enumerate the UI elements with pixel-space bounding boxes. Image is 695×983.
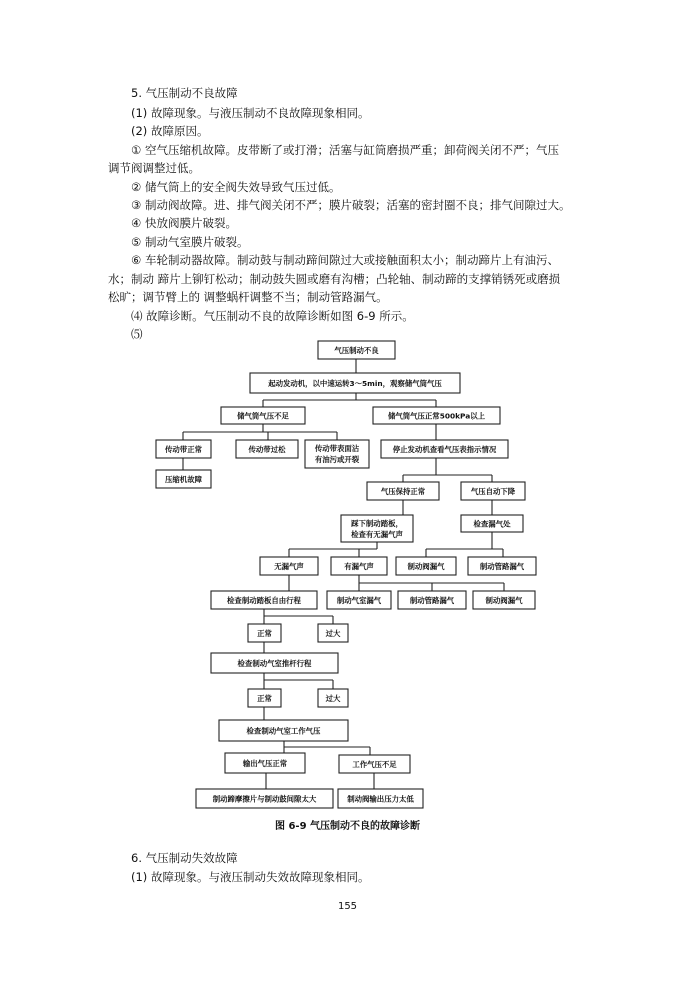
section-6-heading: 6. 气压制动失效故障 xyxy=(131,851,238,865)
node-pressure-hold: 气压保持正常 xyxy=(380,487,426,496)
node-belt-ok: 传动带正常 xyxy=(165,445,202,454)
node-pressure-low: 储气筒气压不足 xyxy=(237,411,289,421)
cause-2: ② 储气筒上的安全阀失效导致气压过低。 xyxy=(131,180,341,194)
flowchart-boxes xyxy=(156,341,536,808)
node-belt-oil-line-1: 传动带表面沾 xyxy=(314,444,360,453)
node-compressor-fault: 压缩机故障 xyxy=(165,475,202,484)
node-pressure-normal: 储气筒气压正常500kPa以上 xyxy=(387,411,486,421)
paragraph-5-marker: ⑸ xyxy=(131,327,143,341)
node-no-leak: 无漏气声 xyxy=(274,562,304,571)
node-excess-1: 过大 xyxy=(325,629,341,638)
node-pedal-line-1: 踩下制动踏板， xyxy=(351,519,403,528)
node-valve-leak-b: 制动阀漏气 xyxy=(485,596,523,605)
node-excess-2: 过大 xyxy=(325,694,341,703)
node-output-normal: 输出气压正常 xyxy=(242,759,288,768)
fault-diagnosis-flowchart xyxy=(150,336,540,814)
node-pedal-line-2: 检查有无漏气声 xyxy=(351,530,403,539)
node-pipe-leak-b: 制动管路漏气 xyxy=(409,596,455,605)
figure-caption: 图 6-9 气压制动不良的故障诊断 xyxy=(274,821,421,832)
node-belt-loose: 传动带过松 xyxy=(248,445,286,454)
node-normal-1: 正常 xyxy=(257,629,272,638)
node-gap-too-large: 制动蹄摩擦片与制动鼓间隙太大 xyxy=(212,794,317,804)
node-normal-2: 正常 xyxy=(257,694,272,703)
cause-1-line-1: ① 空气压缩机故障。皮带断了或打滑；活塞与缸筒磨损严重；卸荷阀关闭不严；气压 xyxy=(131,143,559,157)
node-valve-leak-a: 制动阀漏气 xyxy=(407,562,445,571)
paragraph-cause-heading: (2) 故障原因。 xyxy=(131,124,209,138)
cause-6-line-3: 松旷；调节臂上的 调整蜗杆调整不当；制动管路漏气。 xyxy=(108,290,388,304)
cause-6-line-2: 水；制动 蹄片上铆钉松动；制动鼓失圆或磨有沟槽；凸轮轴、制动蹄的支撑销锈死或磨损 xyxy=(108,272,561,286)
page-number: 155 xyxy=(337,901,358,912)
paragraph-symptom: (1) 故障现象。与液压制动不良故障现象相同。 xyxy=(131,106,370,120)
node-work-pressure-low: 工作气压不足 xyxy=(352,760,397,769)
node-brake-poor: 气压制动不良 xyxy=(334,346,379,355)
section-5-heading: 5. 气压制动不良故障 xyxy=(131,86,238,100)
cause-1-line-2: 调节阀调整过低。 xyxy=(108,161,200,175)
node-stop-engine: 停止发动机查看气压表指示情况 xyxy=(392,445,497,454)
node-check-leak: 检查漏气处 xyxy=(473,519,511,529)
node-pipe-leak-a: 制动管路漏气 xyxy=(479,562,525,571)
node-chamber-leak: 制动气室漏气 xyxy=(336,596,382,605)
node-check-pressure: 检查制动气室工作气压 xyxy=(246,726,321,736)
node-check-pedal-travel: 检查制动踏板自由行程 xyxy=(227,596,301,605)
node-has-leak: 有漏气声 xyxy=(344,562,374,571)
cause-6-line-1: ⑥ 车轮制动器故障。制动鼓与制动蹄间隙过大或接触面积太小；制动蹄片上有油污、 xyxy=(131,253,559,267)
section-6-symptom: (1) 故障现象。与液压制动失效故障现象相同。 xyxy=(131,870,370,884)
cause-4: ④ 快放阀膜片破裂。 xyxy=(131,216,237,230)
cause-3: ③ 制动阀故障。进、排气阀关闭不严；膜片破裂；活塞的密封圈不良；排气间隙过大。 xyxy=(131,198,571,212)
paragraph-diagnosis: ⑷ 故障诊断。气压制动不良的故障诊断如图 6-9 所示。 xyxy=(131,309,414,323)
node-valve-output-low: 制动阀输出压力太低 xyxy=(347,794,414,804)
node-check-rod: 检查制动气室推杆行程 xyxy=(237,659,312,668)
node-start-engine: 起动发动机，以中速运转3～5min，观察储气筒气压 xyxy=(268,379,442,388)
node-belt-oil-line-2: 有油污或开裂 xyxy=(314,455,360,464)
cause-5: ⑤ 制动气室膜片破裂。 xyxy=(131,235,249,249)
node-pressure-drop: 气压自动下降 xyxy=(470,487,516,496)
